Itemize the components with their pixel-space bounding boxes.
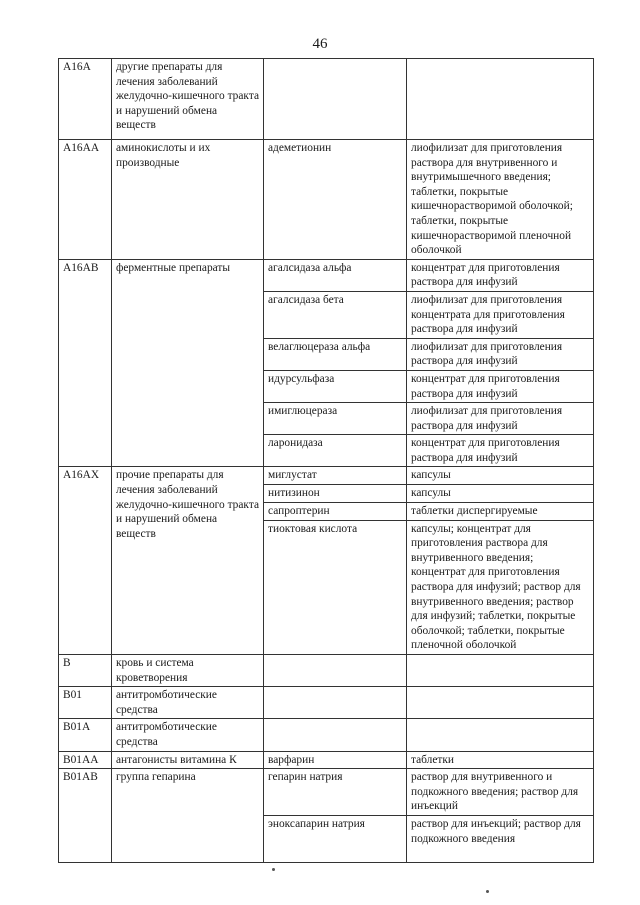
scan-speck — [272, 868, 275, 871]
inn-cell: варфарин — [264, 751, 407, 769]
form-cell: капсулы — [407, 485, 594, 503]
atc-code-cell: A16AB — [59, 259, 112, 467]
inn-cell: нитизинон — [264, 485, 407, 503]
form-cell: капсулы — [407, 467, 594, 485]
atc-code-cell: B — [59, 655, 112, 687]
form-cell — [407, 655, 594, 687]
inn-cell: идурсульфаза — [264, 370, 407, 402]
group-cell: антагонисты витамина К — [112, 751, 264, 769]
table-row — [59, 687, 594, 719]
group-cell: другие препараты для лечения заболеваний желудочно-кишечного тракта и нарушений обмена веществ — [112, 59, 264, 140]
form-cell: концентрат для приготовления раствора для инфузий — [407, 435, 594, 467]
atc-code-cell: A16AA — [59, 140, 112, 260]
inn-cell: агалсидаза альфа — [264, 259, 407, 291]
inn-cell — [264, 59, 407, 140]
group-cell: антитромботические средства — [112, 719, 264, 751]
form-cell — [407, 59, 594, 140]
form-cell — [407, 687, 594, 719]
form-cell: лиофилизат для приготовления раствора для инфузий — [407, 338, 594, 370]
inn-cell: сапроптерин — [264, 502, 407, 520]
form-cell: таблетки диспергируемые — [407, 502, 594, 520]
inn-cell: велаглюцераза альфа — [264, 338, 407, 370]
group-cell: аминокислоты и их производные — [112, 140, 264, 260]
table-row — [59, 467, 594, 485]
atc-code-cell: B01AA — [59, 751, 112, 769]
atc-code-cell: B01AB — [59, 769, 112, 863]
inn-cell — [264, 719, 407, 751]
form-cell: таблетки — [407, 751, 594, 769]
atc-code-cell: A16A — [59, 59, 112, 140]
inn-cell: тиоктовая кислота — [264, 520, 407, 654]
table-row — [59, 751, 594, 769]
table-row — [59, 140, 594, 260]
inn-cell — [264, 655, 407, 687]
form-cell: раствор для внутривенного и подкожного введения; раствор для инъекций — [407, 769, 594, 816]
atc-code-cell: B01 — [59, 687, 112, 719]
table-row — [59, 719, 594, 751]
form-cell: лиофилизат для приготовления раствора для инфузий — [407, 403, 594, 435]
inn-cell: агалсидаза бета — [264, 291, 407, 338]
inn-cell: ларонидаза — [264, 435, 407, 467]
form-cell: капсулы; концентрат для приготовления раствора для внутривенного введения; концентрат для приготовления раствора для инфузий; раствор для внутривенного введения; раствор для инфузий; таблетки, покрытые оболочкой; таблетки, покрытые пленочной оболочкой — [407, 520, 594, 654]
form-cell: раствор для инъекций; раствор для подкожного введения — [407, 816, 594, 863]
group-cell: антитромботические средства — [112, 687, 264, 719]
form-cell — [407, 719, 594, 751]
form-cell: концентрат для приготовления раствора для инфузий — [407, 370, 594, 402]
atc-code-cell: B01A — [59, 719, 112, 751]
group-cell: прочие препараты для лечения заболеваний желудочно-кишечного тракта и нарушений обмена веществ — [112, 467, 264, 655]
form-cell: лиофилизат для приготовления раствора для внутривенного и внутримышечного введения; таблетки, покрытые кишечнорастворимой оболочкой; таблетки, покрытые кишечнорастворимой пленочной оболочкой — [407, 140, 594, 260]
table-row — [59, 769, 594, 816]
inn-cell: эноксапарин натрия — [264, 816, 407, 863]
form-cell: лиофилизат для приготовления концентрата для приготовления раствора для инфузий — [407, 291, 594, 338]
inn-cell: миглустат — [264, 467, 407, 485]
scan-speck — [486, 890, 489, 893]
medication-table — [58, 58, 594, 863]
table-row — [59, 59, 594, 140]
inn-cell: гепарин натрия — [264, 769, 407, 816]
group-cell: группа гепарина — [112, 769, 264, 863]
inn-cell — [264, 687, 407, 719]
page-number: 46 — [312, 36, 328, 52]
inn-cell: имиглюцераза — [264, 403, 407, 435]
table-row — [59, 655, 594, 687]
atc-code-cell: A16AX — [59, 467, 112, 655]
inn-cell: адеметионин — [264, 140, 407, 260]
group-cell: ферментные препараты — [112, 259, 264, 467]
table-row — [59, 259, 594, 291]
form-cell: концентрат для приготовления раствора для инфузий — [407, 259, 594, 291]
group-cell: кровь и система кроветворения — [112, 655, 264, 687]
